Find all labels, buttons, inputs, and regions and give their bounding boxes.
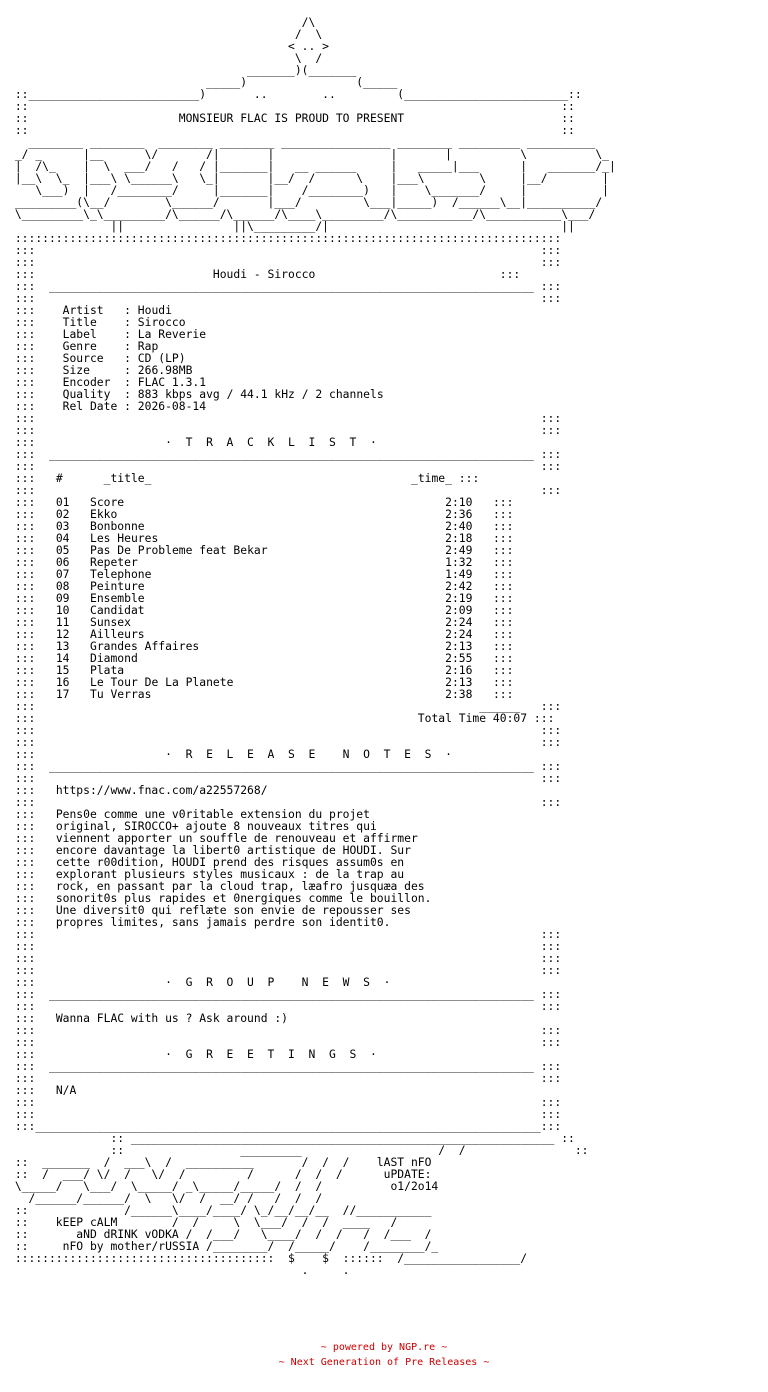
track-time: 1:49: [445, 567, 473, 581]
track-time: 2:09: [445, 603, 473, 617]
release-note-line: rock, en passant par la cloud trap, læafro jusquæa des: [55, 879, 425, 893]
track-time: 2:19: [445, 591, 473, 605]
tracklist-col-title: _title_: [103, 471, 152, 485]
group-news-heading: · G R O U P N E W S ·: [165, 975, 391, 989]
field-label-artist: Artist: [62, 303, 118, 317]
track-time: 2:13: [445, 639, 473, 653]
field-label-encoder: Encoder: [62, 375, 118, 389]
field-label-size: Size: [62, 363, 118, 377]
track-title: Diamond: [89, 651, 138, 665]
track-time: 2:49: [445, 543, 473, 557]
track-number: 02: [55, 507, 70, 521]
field-value-genre: Rap: [137, 339, 159, 353]
field-value-source: CD (LP): [137, 351, 186, 365]
powered-by-line: ~ powered by NGP.re ~: [320, 1342, 448, 1353]
track-title: Pas De Probleme feat Bekar: [89, 543, 268, 557]
header-art: /\ / \ < .. > \ / _______)(_______ _____) (_____ ::_________________________) .. .. (________________________:: :: :: :: MONSIEUR FLAC IS PROUD TO PRESENT :: :: :: ________ ________ ________ ________ ________________ ________ _________ __________ _/ _ |__ \/ /| | | | \ \_ | /\_ | \ ___/ / / |_______| __ ______ | _____|___ | _______/_| |__\ \_ |___\ \______\ \_| |__/ / \ |___\ \ |__/ | \___) | /________/ |_______| /________) | \_______/ | | _________(\__/ \______/ |___/ \___|_____) /______\__|__________/ \_________\_\_________/\______/\______/\____\_________/\___________/\___________\___/ || ||\_________/| ||: [14, 15, 616, 233]
track-time: 2:10: [445, 495, 473, 509]
track-number: 01: [55, 495, 70, 509]
release-title: Houdi - Sirocco: [212, 267, 316, 281]
total-time-value: 40:07: [492, 711, 528, 725]
track-time: 2:13: [445, 675, 473, 689]
track-number: 13: [55, 639, 70, 653]
track-title: Ensemble: [89, 591, 145, 605]
footer-art: :: ______________________________________________________________ :: :: _________ / / :: :: _______ / ___\ / __________ / / / lAST nFO :: / ___/ \/ / \/ / / / / / uPDATE: \_____/ \___/ \_____/ _\_____/_____/ / / o1/2o14 /______/______/ \ \/ / __/ / / / / :: /______\____/____/ \_/__/__/__ //___________ :: kEEP cALM / / \ \___/ / / ____ / :: aND dRINK vODKA / /___/ \____/ / / / /___ / :: nFO by mother/rUSSIA /________/ /_____/ /________/_ :::::::::::::::::::::::::::::::::::::: $ $ :::::: /_________________/ . .: [14, 1131, 589, 1277]
track-number: 09: [55, 591, 70, 605]
track-time: 2:24: [445, 615, 473, 629]
track-title: Plata: [89, 663, 125, 677]
track-number: 16: [55, 675, 70, 689]
track-title: Sunsex: [89, 615, 131, 629]
track-title: Telephone: [89, 567, 152, 581]
release-note-line: cette r00dition, HOUDI prend des risques assum0s en: [55, 855, 405, 869]
track-title: Ekko: [89, 507, 118, 521]
field-value-artist: Houdi: [137, 303, 172, 317]
release-note-line: viennent apporter un souffle de renouveau et affirmer: [55, 831, 418, 845]
field-label-rel-date: Rel Date: [62, 399, 118, 413]
nfo-document: /\ / \ < .. > \ / _______)(_______ _____) (_____ ::_________________________) .. .. (________________________:: :: :: :: MONSIEUR FLAC IS PROUD TO PRESENT :: :: :: ________ ________ ________ ________ ________________ ________ _________ __________ _/ _ |__ \/ /| | | | \ \_ | /\_ | \ ___/ / / |_______| __ ______ | _____|___ | _______/_| |__\ \_ |___\ \______\ \_| |__/ / \ |___\ \ |__/ | \___) | /________/ |_______| /________) | \_______/ | | _________(\__/ \______/ |___/ \___|_____) /______\__|__________/ \_________\_\_________/\______/\______/\____\_________/\___________/\___________\___/ || ||\_________/| || :::::::::::::::::::::::::::::::::::::::::::::::::::::::::::::::::::::::::::::::: ::: ::: ::: ::: ::: Houdi - Sirocco ::: ::: _______________________________________________________________________ ::: ::: ::: ::: Artist : Houdi ::: Title : Sirocco ::: Label : La Reverie ::: Genre : Rap ::: Source : CD (LP) ::: Size : 266.98MB ::: Encoder : FLAC 1.3.1 ::: Quality : 883 kbps avg / 44.1 kHz / 2 channels ::: Rel Date : 2026-08-14 ::: ::: ::: ::: ::: · T R A C K L I S T · ::: _______________________________________________________________________ ::: ::: ::: ::: # _title_ _time_ ::: ::: ::: ::: 01 Score 2:10 ::: ::: 02 Ekko 2:36 ::: ::: 03 Bonbonne 2:40 ::: ::: 04 Les Heures 2:18 ::: ::: 05 Pas De Probleme feat Bekar 2:49 ::: ::: 06 Repeter 1:32 ::: ::: 07 Telephone 1:49 ::: ::: 08 Peinture 2:42 ::: ::: 09 Ensemble 2:19 ::: ::: 10 Candidat 2:09 ::: ::: 11 Sunsex 2:24 ::: ::: 12 Ailleurs 2:24 ::: ::: 13 Grandes Affaires 2:13 ::: ::: 14 Diamond 2:55 ::: ::: 15 Plata 2:16 ::: ::: 16 Le Tour De La Planete 2:13 ::: ::: 17 Tu Verras 2:38 ::: ::: ______ ::: ::: Total Time 40:07 ::: ::: ::: ::: ::: ::: · R E L E A S E N O T E S · ::: _______________________________________________________________________ ::: ::: ::: ::: https://www.fnac.com/a22557268/ ::: ::: ::: Pens0e comme une v0ritable extension du projet ::: original, SIROCCO+ ajoute 8 nouveaux titres qui ::: viennent apporter un souffle de renouveau et affirmer ::: encore davantage la libert0 artistique de HOUDI. Sur ::: cette r00dition, HOUDI prend des risques assum0s en ::: explorant plusieurs styles musicaux : de la trap au ::: rock, en passant par la cloud trap, læafro jusquæa des ::: sonorit0s plus rapides et 0nergiques comme le bouillon. ::: Une diversit0 qui reflæte son envie de repousser ses ::: propres limites, sans jamais perdre son identit0. ::: ::: ::: ::: ::: ::: ::: ::: ::: · G R O U P N E W S · ::: _______________________________________________________________________ ::: ::: ::: ::: Wanna FLAC with us ? Ask around :) ::: ::: ::: ::: ::: · G R E E T I N G S · ::: _______________________________________________________________________ ::: ::: ::: ::: N/A ::: ::: ::: ::: :::__________________________________________________________________________::: :: ______________________________________________________________ :: :: _________ / / :: :: _______ / ___\ / __________ / / / lAST nFO :: / ___/ \/ / \/ / / / / / uPDATE: \_____/ \___/ \_____/ _\_____/_____/ / / o1/2o14 /______/______/ \ \/ / __/ / / / / :: /______\____/____/ \_/__/__/__ //___________ :: kEEP cALM / / \ \___/ / / ____ / :: aND dRINK vODKA / /___/ \____/ / / / /___ / :: nFO by mother/rUSSIA /________/ /_____/ /________/_ :::::::::::::::::::::::::::::::::::::: $ $ :::::: /_________________/ . .: [8, 15, 616, 1277]
release-note-line: explorant plusieurs styles musicaux : de la trap au: [55, 867, 405, 881]
field-label-label: Label: [62, 327, 118, 341]
field-label-quality: Quality: [62, 387, 118, 401]
release-notes-heading: · R E L E A S E N O T E S ·: [165, 747, 452, 761]
track-title: Le Tour De La Planete: [89, 675, 234, 689]
track-title: Bonbonne: [89, 519, 145, 533]
release-notes-body: ::: Pens0e comme une v0ritable extension du projet ::: original, SIROCCO+ ajoute 8 nouveaux titres qui ::: viennent apporter un souffle de renouveau et affirmer ::: encore davantage la libert0 artistique de HOUDI. Sur ::: cette r00dition, HOUDI prend des risques assum0s en ::: explorant plusieurs styles musicaux : de la trap au ::: rock, en passant par la cloud trap, læafro jusquæa des ::: sonorit0s plus rapides et 0nergiques comme le bouillon. ::: Une diversit0 qui reflæte son envie de repousser ses ::: propres limites, sans jamais perdre son identit0.: [8, 807, 432, 929]
track-number: 11: [55, 615, 70, 629]
tracklist-col-number: #: [55, 471, 63, 485]
release-note-line: sonorit0s plus rapides et 0nergiques comme le bouillon.: [55, 891, 432, 905]
track-time: 1:32: [445, 555, 473, 569]
field-label-source: Source: [62, 351, 118, 365]
track-time: 2:42: [445, 579, 473, 593]
track-number: 05: [55, 543, 70, 557]
track-number: 14: [55, 651, 70, 665]
track-time: 2:36: [445, 507, 473, 521]
track-number: 03: [55, 519, 70, 533]
release-note-line: propres limites, sans jamais perdre son identit0.: [55, 915, 391, 929]
track-number: 12: [55, 627, 70, 641]
track-title: Ailleurs: [89, 627, 145, 641]
track-time: 2:18: [445, 531, 473, 545]
track-title: Tu Verras: [89, 687, 152, 701]
field-value-rel-date: 2026-08-14: [137, 399, 207, 413]
release-note-line: encore davantage la libert0 artistique de HOUDI. Sur: [55, 843, 411, 857]
track-time: 2:24: [445, 627, 473, 641]
greetings-heading: · G R E E T I N G S ·: [165, 1047, 377, 1061]
tracklist-heading: · T R A C K L I S T ·: [165, 435, 377, 449]
track-time: 2:40: [445, 519, 473, 533]
release-note-line: original, SIROCCO+ ajoute 8 nouveaux titres qui: [55, 819, 377, 833]
track-number: 07: [55, 567, 70, 581]
track-title: Peinture: [89, 579, 145, 593]
track-time: 2:38: [445, 687, 473, 701]
field-value-quality: 883 kbps avg / 44.1 kHz / 2 channels: [137, 387, 384, 401]
track-title: Candidat: [89, 603, 145, 617]
field-label-title: Title: [62, 315, 118, 329]
tracklist: ::: 01 Score 2:10 ::: ::: 02 Ekko 2:36 ::: ::: 03 Bonbonne 2:40 ::: ::: 04 Les Heures 2:18 ::: ::: 05 Pas De Probleme feat Bekar 2:49 ::: ::: 06 Repeter 1:32 ::: ::: 07 Telephone 1:49 ::: ::: 08 Peinture 2:42 ::: ::: 09 Ensemble 2:19 ::: ::: 10 Candidat 2:09 ::: ::: 11 Sunsex 2:24 ::: ::: 12 Ailleurs 2:24 ::: ::: 13 Grandes Affaires 2:13 ::: ::: 14 Diamond 2:55 ::: ::: 15 Plata 2:16 ::: ::: 16 Le Tour De La Planete 2:13 ::: ::: 17 Tu Verras 2:38 :::: [8, 495, 514, 701]
total-time-label: Total Time: [417, 711, 487, 725]
track-time: 2:55: [445, 651, 473, 665]
track-number: 17: [55, 687, 70, 701]
field-label-genre: Genre: [62, 339, 118, 353]
track-number: 15: [55, 663, 70, 677]
track-title: Grandes Affaires: [89, 639, 200, 653]
nfo-frame: :::::::::::::::::::::::::::::::::::::::::::::::::::::::::::::::::::::::::::::::: ::: ::: ::: ::: :::: [14, 231, 562, 281]
track-number: 10: [55, 603, 70, 617]
track-number: 08: [55, 579, 70, 593]
track-number: 06: [55, 555, 70, 569]
field-value-encoder: FLAC 1.3.1: [137, 375, 207, 389]
greetings-text: N/A: [55, 1083, 77, 1097]
track-number: 04: [55, 531, 70, 545]
field-value-label: La Reverie: [137, 327, 207, 341]
release-note-line: Une diversit0 qui reflæte son envie de repousser ses: [55, 903, 411, 917]
field-value-title: Sirocco: [137, 315, 186, 329]
track-title: Repeter: [89, 555, 138, 569]
release-notes-url: https://www.fnac.com/a22557268/: [55, 783, 268, 797]
field-value-size: 266.98MB: [137, 363, 193, 377]
next-generation-line: ~ Next Generation of Pre Releases ~: [278, 1357, 490, 1368]
track-title: Les Heures: [89, 531, 159, 545]
track-time: 2:16: [445, 663, 473, 677]
group-news-text: Wanna FLAC with us ? Ask around :): [55, 1011, 289, 1025]
track-title: Score: [89, 495, 125, 509]
tracklist-col-time: _time_: [410, 471, 452, 485]
release-note-line: Pens0e comme une v0ritable extension du projet: [55, 807, 370, 821]
